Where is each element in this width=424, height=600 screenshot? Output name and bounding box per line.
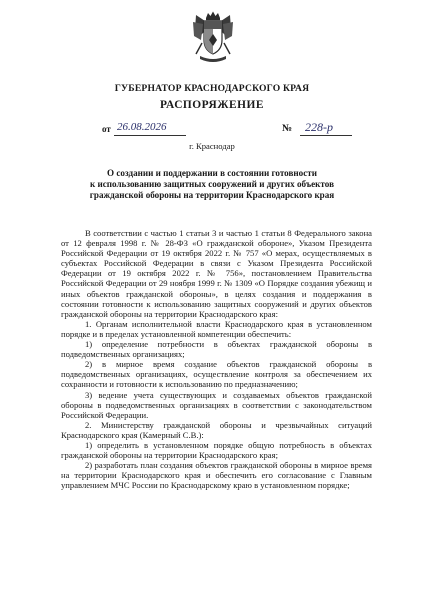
date-number-row: [102, 122, 352, 136]
date-value: 26.08.2026: [117, 121, 167, 133]
date-prefix: от: [102, 124, 111, 134]
paragraph: 2. Министерству гражданской обороны и чрезвычайных ситуаций Краснодарского края (Камерный С.В.):: [61, 419, 372, 440]
coat-of-arms-icon: [192, 10, 234, 64]
governor-title: ГУБЕРНАТОР КРАСНОДАРСКОГО КРАЯ: [114, 83, 310, 94]
paragraph: 1) определить в установленном порядке общую потребность в объектах гражданской обороны на территории Краснодарского края;: [61, 439, 372, 461]
heading-line: гражданской обороны на территории Краснодарского края: [89, 190, 335, 201]
paragraph: 2) разработать план создания объектов гражданской обороны в мирное время на территории Краснодарского края и обеспечить его согласование с Главным управлением МЧС России по Краснодарскому краю в установленном порядке;: [61, 460, 372, 491]
paragraph: 1) определение потребности в объектах гражданской обороны в подведомственных организациях;: [61, 339, 372, 360]
document-body: [61, 228, 372, 490]
document-type: РАСПОРЯЖЕНИЕ: [160, 99, 264, 111]
paragraph: 3) ведение учета существующих и создаваемых объектов гражданской обороны в подведомственных организациях в соответствии с законодательством Российской Федерации.: [61, 389, 372, 420]
heading-line: к использованию защитных сооружений и других объектов: [90, 179, 334, 190]
paragraph: 2) в мирное время создание объектов гражданской обороны в подведомственных организациях, осуществление контроля за обеспечением их сохранности и готовности к использованию по предназначению;: [61, 359, 372, 390]
document-heading: [60, 168, 364, 202]
city-line: г. Краснодар: [189, 141, 235, 151]
paragraph: 1. Органам исполнительной власти Краснодарского края в установленном порядке и в пределах установленной компетенции обеспечить:: [61, 318, 372, 339]
number-value: 228-р: [305, 120, 333, 134]
number-sign: №: [282, 123, 293, 134]
date-underline: [114, 135, 186, 136]
paragraph: В соответствии с частью 1 статьи 3 и частью 1 статьи 8 Федерального закона от 12 февраля 1998 г. № 28-ФЗ «О гражданской обороне», Указом Президента Российской Федерации от 19 октября 2022 г. № 757 «О мерах, осуществляемых в субъектах Российской Федерации в связи с Указом Президента Российской Федерации от 19 октября 2022 г. № 756», постановлением Правительства Российской Федерации от 29 ноября 1999 г. № 1309 «О Порядке создания убежищ и иных объектов гражданской обороны», в целях создания и поддержания в состоянии готовности к использованию защитных сооружений и других объектов гражданской обороны на территории Краснодарского края:: [61, 228, 372, 319]
number-underline: [300, 135, 352, 136]
heading-line: О создании и поддержании в состоянии готовности: [107, 168, 317, 178]
